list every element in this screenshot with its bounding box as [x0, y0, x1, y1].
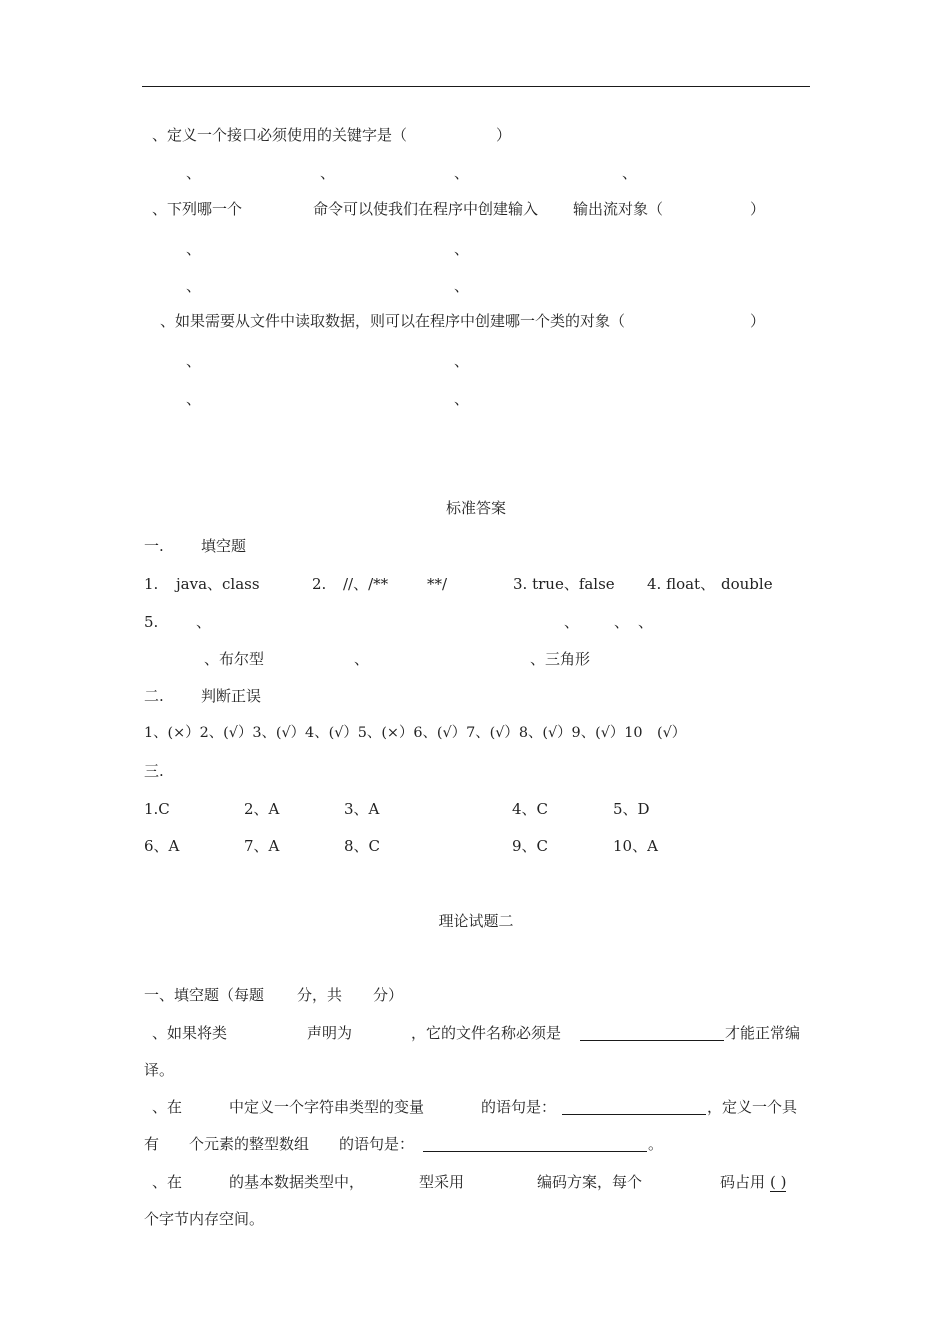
exam2-section-heading-c: 分）	[373, 986, 404, 1004]
exam2-q2-blank-2	[423, 1135, 647, 1152]
question-2-close: ）	[750, 200, 766, 218]
question-2-option: 、	[454, 240, 470, 258]
answer-item: java、class	[176, 575, 260, 593]
exam2-q1-e: 译。	[144, 1061, 175, 1079]
question-1-option: 、	[320, 164, 336, 182]
section-2-number: 二.	[144, 687, 164, 705]
exam2-q1-a: 、如果将类	[152, 1024, 228, 1042]
exam2-q1-blank	[580, 1024, 724, 1041]
exam2-q3-c: 型采用	[419, 1173, 465, 1191]
question-2-text-c: 输出流对象（	[573, 200, 664, 218]
section-1-number: 一.	[144, 537, 164, 555]
exam2-q2-e: 有	[144, 1135, 160, 1153]
answers-title: 标准答案	[445, 499, 506, 517]
mc-answer: 3、A	[344, 800, 380, 818]
exam2-q3-d: 编码方案，每个	[537, 1173, 643, 1191]
question-1-option: 、	[454, 164, 470, 182]
exam2-q2-f: 个元素的整型数组	[189, 1135, 310, 1153]
exam2-title: 理论试题二	[438, 912, 514, 930]
question-3-text: 、如果需要从文件中读取数据，则可以在程序中创建哪一个类的对象（	[160, 312, 626, 330]
judgment-answers: 1、(×）2、(√）3、(√）4、(√）5、(×）6、(√）7、(√）8、(√）9、(√）10 (√）	[144, 725, 687, 741]
mc-answer: 9、C	[512, 837, 549, 855]
mc-answer: 2、A	[244, 800, 280, 818]
answer-item: double	[721, 575, 773, 593]
answer-item: 、	[354, 650, 370, 668]
question-3-close: ）	[750, 312, 766, 330]
mc-answer: 4、C	[512, 800, 549, 818]
exam2-q1-b: 声明为	[307, 1024, 353, 1042]
answer-item: 2.	[312, 575, 327, 593]
exam2-q2-c: 的语句是：	[481, 1098, 557, 1116]
exam2-q1-d: 才能正常编	[725, 1024, 801, 1042]
mc-answer: 7、A	[244, 837, 280, 855]
answer-item: 、三角形	[530, 650, 591, 668]
answer-item: **/	[427, 575, 448, 593]
section-3-number: 三.	[144, 762, 164, 780]
question-2-option: 、	[186, 277, 202, 295]
exam2-section-heading-b: 分，共	[297, 986, 343, 1004]
header-rule	[142, 86, 810, 87]
answer-item: //、/**	[343, 575, 389, 593]
answer-item: 、	[638, 613, 654, 631]
answer-item: 5.	[144, 613, 159, 631]
exam2-q3-g: 个字节内存空间。	[144, 1210, 265, 1228]
exam2-q2-g: 的语句是：	[339, 1135, 415, 1153]
exam2-q3-a: 、在	[152, 1173, 183, 1191]
mc-answer: 5、D	[613, 800, 650, 818]
exam2-q1-c: ，它的文件名称必须是	[411, 1024, 562, 1042]
section-2-label: 判断正误	[201, 687, 262, 705]
section-1-label: 填空题	[201, 537, 247, 555]
exam2-q2-h: 。	[648, 1135, 664, 1153]
question-3-option: 、	[186, 352, 202, 370]
answer-item: 、布尔型	[204, 650, 265, 668]
answer-item: 、	[564, 613, 580, 631]
mc-answer: 10、A	[613, 837, 658, 855]
exam2-q3-b: 的基本数据类型中，	[229, 1173, 365, 1191]
exam2-q2-d: ，定义一个具	[707, 1098, 798, 1116]
mc-answer: 6、A	[144, 837, 180, 855]
question-3-option: 、	[454, 390, 470, 408]
question-2-option: 、	[186, 240, 202, 258]
answer-item: 、	[614, 613, 630, 631]
question-1-close: ）	[496, 126, 512, 144]
question-1-option: 、	[186, 164, 202, 182]
exam2-q3-e: 码占用	[720, 1173, 766, 1191]
question-2-option: 、	[454, 277, 470, 295]
mc-answer: 1.C	[144, 800, 170, 818]
question-2-text-b: 命令可以使我们在程序中创建输入	[313, 200, 539, 218]
exam2-section-heading-a: 一、填空题（每题	[144, 986, 265, 1004]
exam2-q2-blank-1	[562, 1098, 706, 1115]
question-3-option: 、	[454, 352, 470, 370]
answer-item: 1.	[144, 575, 159, 593]
exam2-q2-a: 、在	[152, 1098, 183, 1116]
question-2-text-a: 、下列哪一个	[152, 200, 243, 218]
exam2-q2-b: 中定义一个字符串类型的变量	[229, 1098, 425, 1116]
question-1-option: 、	[622, 164, 638, 182]
answer-item: 3. true、false	[513, 575, 615, 593]
answer-item: 4. float、	[647, 575, 716, 593]
question-3-option: 、	[186, 390, 202, 408]
mc-answer: 8、C	[344, 837, 381, 855]
answer-item: 、	[196, 613, 212, 631]
exam2-q3-blank: ( )	[770, 1173, 787, 1191]
question-1-text: 、定义一个接口必须使用的关键字是（	[152, 126, 408, 144]
